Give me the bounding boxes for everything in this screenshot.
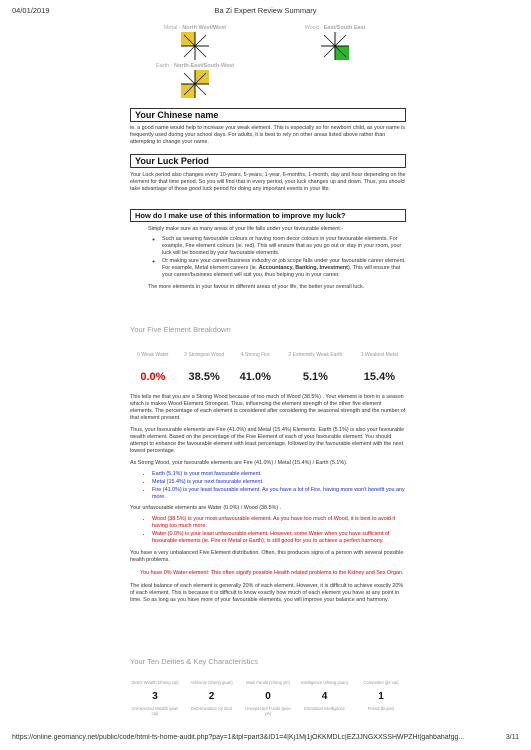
- deity-cell: [187, 680, 237, 716]
- improve-list: [148, 236, 406, 279]
- element-label: 3 Weakest Metal: [360, 352, 398, 358]
- print-date: 04/01/2019: [12, 6, 50, 15]
- element-label: 0 Weak Water: [137, 352, 169, 358]
- improve-bullet-text: Or making sure your career/business industry or job scope falls under your favourable career element. For example, Metal element careers (ie.: [162, 258, 406, 271]
- compass-icon: [181, 32, 209, 60]
- deity-count: 2: [208, 691, 215, 702]
- deity-count: 1: [378, 691, 384, 702]
- direction-label-prefix: Wood -: [304, 25, 324, 31]
- element-label: 4 Strong Fire: [240, 352, 270, 358]
- element-percentage: 0.0%: [140, 371, 166, 383]
- breakdown-paragraph: As Strong Wood, your favourable elements are Fire (41.0%) / Metal (15.4%) / Earth (5.1%).: [130, 460, 348, 466]
- chinese-name-heading: Your Chinese name: [130, 108, 406, 122]
- deity-count: 4: [321, 691, 328, 702]
- deity-cell: [243, 680, 293, 716]
- deity-bottom-label: Friend (bi jian): [367, 706, 395, 711]
- luck-period-heading: Your Luck Period: [130, 154, 406, 168]
- favourable-item: • Metal (15.4%) is your next favourable element.: [152, 479, 406, 486]
- improve-outro: The more elements in your favour in different areas of your life, the better your overall luck.: [148, 284, 365, 290]
- favourable-item: • Earth (5.1%) is your most favourable element.: [152, 471, 406, 478]
- direction-label-value: East/South East: [323, 25, 366, 31]
- breakdown-paragraph: Your unfavourable elements are Water (0.0%) / Wood (38.5%) .: [130, 505, 282, 511]
- breakdown-section: [130, 394, 406, 604]
- element-percentage: 38.5%: [188, 371, 220, 383]
- deity-top-label: Direct Wealth (zheng cai): [131, 680, 179, 685]
- element-percentage: 15.4%: [363, 371, 395, 383]
- improve-intro: Simply make sure as many areas of your life falls under your favourable element:-: [148, 226, 344, 232]
- favourable-item: • Fire (41.0%) is your least favourable element. As you have a lot of Fire, having more won't benefit you any more.: [152, 487, 406, 501]
- deity-count: 0: [265, 691, 271, 702]
- breakdown-paragraph: This tells me that you are a Strong Wood because of too much of Wood (38.5%) . Your element is born in a season which is makes Wood Element Strongest. Thus, influencing the element strength of the other five element elements. The percentage of each element is considered after considering the seasonal strength and the number of that element present.: [130, 394, 406, 421]
- page-url[interactable]: https://online.geomancy.net/public/code/html-fs-home-audit.php?pay=1&tpl=part3&ID1=4|Kj1Mj1jOKKMDLc|EZJJNGXXSSHWPZHt|gahbahafgg...: [12, 734, 465, 741]
- compass-icon: [181, 70, 209, 98]
- breakdown-paragraph: You have a very unbalanced Five Element distribution. Often, this produces signs of a person with several possible health problems.: [130, 550, 404, 563]
- health-warning: You have 0% Water element: This often signify possible Health related problems to the Kidney and Sex Organ.: [140, 570, 404, 576]
- direction-metal: [130, 25, 260, 60]
- element-label: 3 Strongest Wood: [184, 352, 225, 358]
- deities-title: Your Ten Deities & Key Characteristics: [130, 657, 258, 666]
- improve-bullet-text: ). This will ensure that your career/business element will suit you, thus helping you in your career.: [162, 265, 401, 278]
- favourable-list: [130, 471, 406, 501]
- compass-icon: [321, 32, 349, 60]
- direction-label-prefix: Metal -: [163, 25, 183, 31]
- deity-top-label: Intelligence (shang guan): [300, 680, 349, 685]
- direction-diagrams: [130, 25, 407, 100]
- luck-period-text: Your Luck period also changes every 10-years, 5-years, 1-year, 6-months, 1-month, day and hour depending on the element for that time period. So you will find that in every period, your luck changes up and down. Thus, you should take advantage of those good luck period for doing any important events in your life.: [130, 172, 406, 192]
- improve-section: [130, 226, 406, 291]
- unfavourable-list: [130, 516, 406, 545]
- breakdown-paragraph: The ideal balance of each element is generally 20% of each element. However, it is difficult to achieve exactly 20% of each element. This is because it is difficult to know exactly how much of each element you have at any point in time. So as long as you have more of your favourable elements, you will improve your balance and harmony.: [130, 583, 404, 603]
- deity-bottom-label: Emotional Intelligence: [304, 706, 345, 711]
- career-examples: Accountancy, Banking, Investment: [258, 265, 348, 271]
- deity-count: 3: [152, 691, 158, 702]
- page-header: [12, 6, 519, 16]
- improve-heading: How do I make use of this information to improve my luck?: [130, 209, 406, 222]
- five-element-table: [130, 343, 406, 387]
- breakdown-paragraph: Thus, your favourable elements are Fire (41.0%) and Metal (15.4%) Elements. Earth (5.1%) is also your favourable wealth element. Based on the percentage of the Five Element of each of your favourable element. You should attempt to enhance the favourable element with least percentage, followed by the favourable element with the next lowest percentage.: [130, 427, 405, 454]
- page-number: 3/11: [505, 734, 519, 741]
- deity-bottom-label: Unexpected Funds (pian yin): [245, 706, 291, 716]
- document-title: Ba Zi Expert Review Summary: [214, 6, 317, 15]
- direction-label-prefix: Earth -: [155, 63, 174, 69]
- deity-top-label: Main Funds (zheng yin): [246, 680, 290, 685]
- direction-earth: [130, 63, 260, 98]
- deity-cell: [130, 680, 180, 716]
- element-percentage: 5.1%: [302, 371, 328, 383]
- five-element-title: Your Five Element Breakdown: [130, 325, 231, 334]
- deities-grid: [130, 680, 406, 716]
- chinese-name-text: ie. a good name would help to increase your weak element. This is especially so for newborn child, as your name is frequently used during your school days. For adults, it is best to rely on other areas listed above rather than attempting to change your name.: [130, 125, 405, 145]
- direction-wood: [270, 25, 400, 60]
- unfavourable-item: • Wood (38.5%) is your most unfavourable element. As you have too much of Wood, it is best to avoid it having too much more.: [152, 516, 406, 530]
- element-percentage: 41.0%: [239, 371, 271, 383]
- deity-cell: [300, 680, 350, 716]
- improve-bullet: ◦ Such as wearing favourable colours or having room decor colours in your favourable elements. For example, Fire element colours (ie. red). This will ensure that as you go out or stay in your room, your luck will be boosted by your favourable elements.: [162, 236, 406, 257]
- deity-cell: [356, 680, 406, 716]
- direction-label-value: North-East/South-West: [173, 63, 235, 69]
- deity-bottom-label: Determination (qi sha): [190, 706, 233, 711]
- page-footer: [12, 734, 519, 744]
- unfavourable-item: • Water (0.0%) is your least unfavourable element. However, some Water when you have sufficient of favourable elements (ie. Fire or Metal or Earth), is still good for you to achieve a perfect harmony.: [152, 531, 406, 545]
- element-label: 2 Extremely Weak Earth: [288, 352, 343, 358]
- deity-bottom-label: Unexpected Wealth (pian cai): [131, 706, 179, 716]
- improve-bullet: [162, 258, 406, 279]
- deity-top-label: Authority (zheng guan): [190, 680, 233, 685]
- deity-top-label: Competitor (jie cai): [363, 680, 399, 685]
- direction-label-value: North West/West: [182, 25, 227, 31]
